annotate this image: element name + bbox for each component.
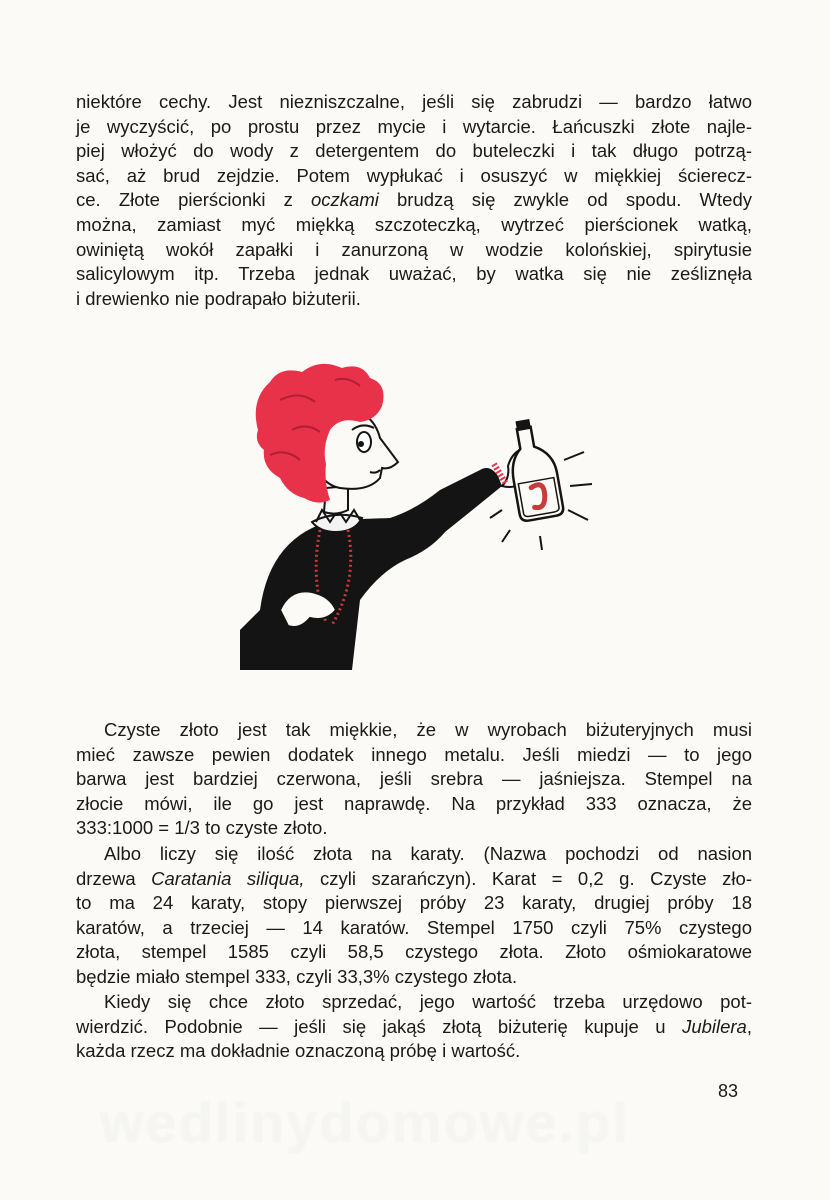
text-line: owiniętą wokół zapałki i zanurzoną w wodzie kolońskiej, spirytusie	[76, 238, 752, 260]
text-line: niektóre cechy. Jest niezniszczalne, jeśli się zabrudzi — bardzo łatwo	[76, 91, 752, 112]
text-line	[76, 867, 752, 892]
text-line: będzie miało stempel 333, czyli 33,3% czystego złota.	[76, 965, 518, 987]
text-line: to ma 24 karaty, stopy pierwszej próby 23 karaty, drugiej próby 18	[76, 892, 752, 914]
text-line: salicylowym itp. Trzeba jednak uważać, by watka się nie ześliznęła	[76, 263, 752, 285]
paragraph-cleaning	[76, 90, 752, 311]
text-line: i drewienko nie podrapało biżuterii.	[76, 287, 361, 309]
woman-with-bottle-illustration	[240, 360, 600, 670]
paragraph-gold-alloys	[76, 718, 752, 841]
text-line: barwa jest bardziej czerwona, jeśli srebra — jaśniejsza. Stempel na	[76, 768, 752, 790]
text-line: Albo liczy się ilość złota na karaty. (Nazwa pochodzi od nasion	[104, 843, 752, 864]
text-line: 333:1000 = 1/3 to czyste złoto.	[76, 817, 328, 839]
text-run: drzewa	[76, 867, 152, 889]
text-line: piej włożyć do wody z detergentem do buteleczki i tak długo potrzą-	[76, 140, 752, 162]
italic-term: Caratania siliqua,	[151, 867, 305, 889]
text-run: ce. Złote pierścionki z	[76, 189, 312, 211]
italic-term: Jubilera	[682, 1015, 747, 1037]
sweater	[240, 468, 502, 670]
italic-term: oczkami	[311, 189, 379, 211]
text-run: ,	[746, 1015, 752, 1037]
text-run: wierdzić. Podobnie — jeśli się jakąś złotą biżuterię kupuje u	[76, 1015, 683, 1037]
paragraph-selling	[76, 990, 752, 1064]
text-line: karatów, a trzeciej — 14 karatów. Stempel 1750 czyli 75% czystego	[76, 916, 752, 938]
bottle	[504, 416, 565, 522]
text-line: Kiedy się chce złoto sprzedać, jego wartość trzeba urzędowo pot-	[104, 991, 752, 1012]
paragraph-carats	[76, 842, 752, 990]
text-run: czyli szarańczyn). Karat = 0,2 g. Czyste zło-	[304, 867, 752, 889]
page-number: 83	[718, 1081, 739, 1101]
text-line	[76, 1015, 752, 1040]
text-run: brudzą się zwykle od spodu. Wtedy	[378, 189, 752, 211]
text-line: złota, stempel 1585 czyli 58,5 czystego złota. Złoto ośmiokaratowe	[76, 941, 752, 963]
watermark: wedlinydomowe.pl	[100, 1091, 630, 1154]
text-line: złocie mówi, ile go jest naprawdę. Na przykład 333 oznacza, że	[76, 792, 752, 814]
text-line: można, zamiast myć miękką szczoteczką, wytrzeć pierścionek watką,	[76, 213, 752, 235]
text-line: każda rzecz ma dokładnie oznaczoną próbę i wartość.	[76, 1040, 521, 1062]
text-line: sać, aż brud zejdzie. Potem wypłukać i osuszyć w miękkiej ścierecz-	[76, 164, 752, 186]
text-line: mieć zawsze pewien dodatek innego metalu. Jeśli miedzi — to jego	[76, 743, 752, 765]
text-line: Czyste złoto jest tak miękkie, że w wyrobach biżuteryjnych musi	[104, 719, 752, 740]
text-line	[76, 188, 752, 213]
text-line: je wyczyścić, po prostu przez mycie i wytarcie. Łańcuszki złote najle-	[76, 115, 752, 137]
